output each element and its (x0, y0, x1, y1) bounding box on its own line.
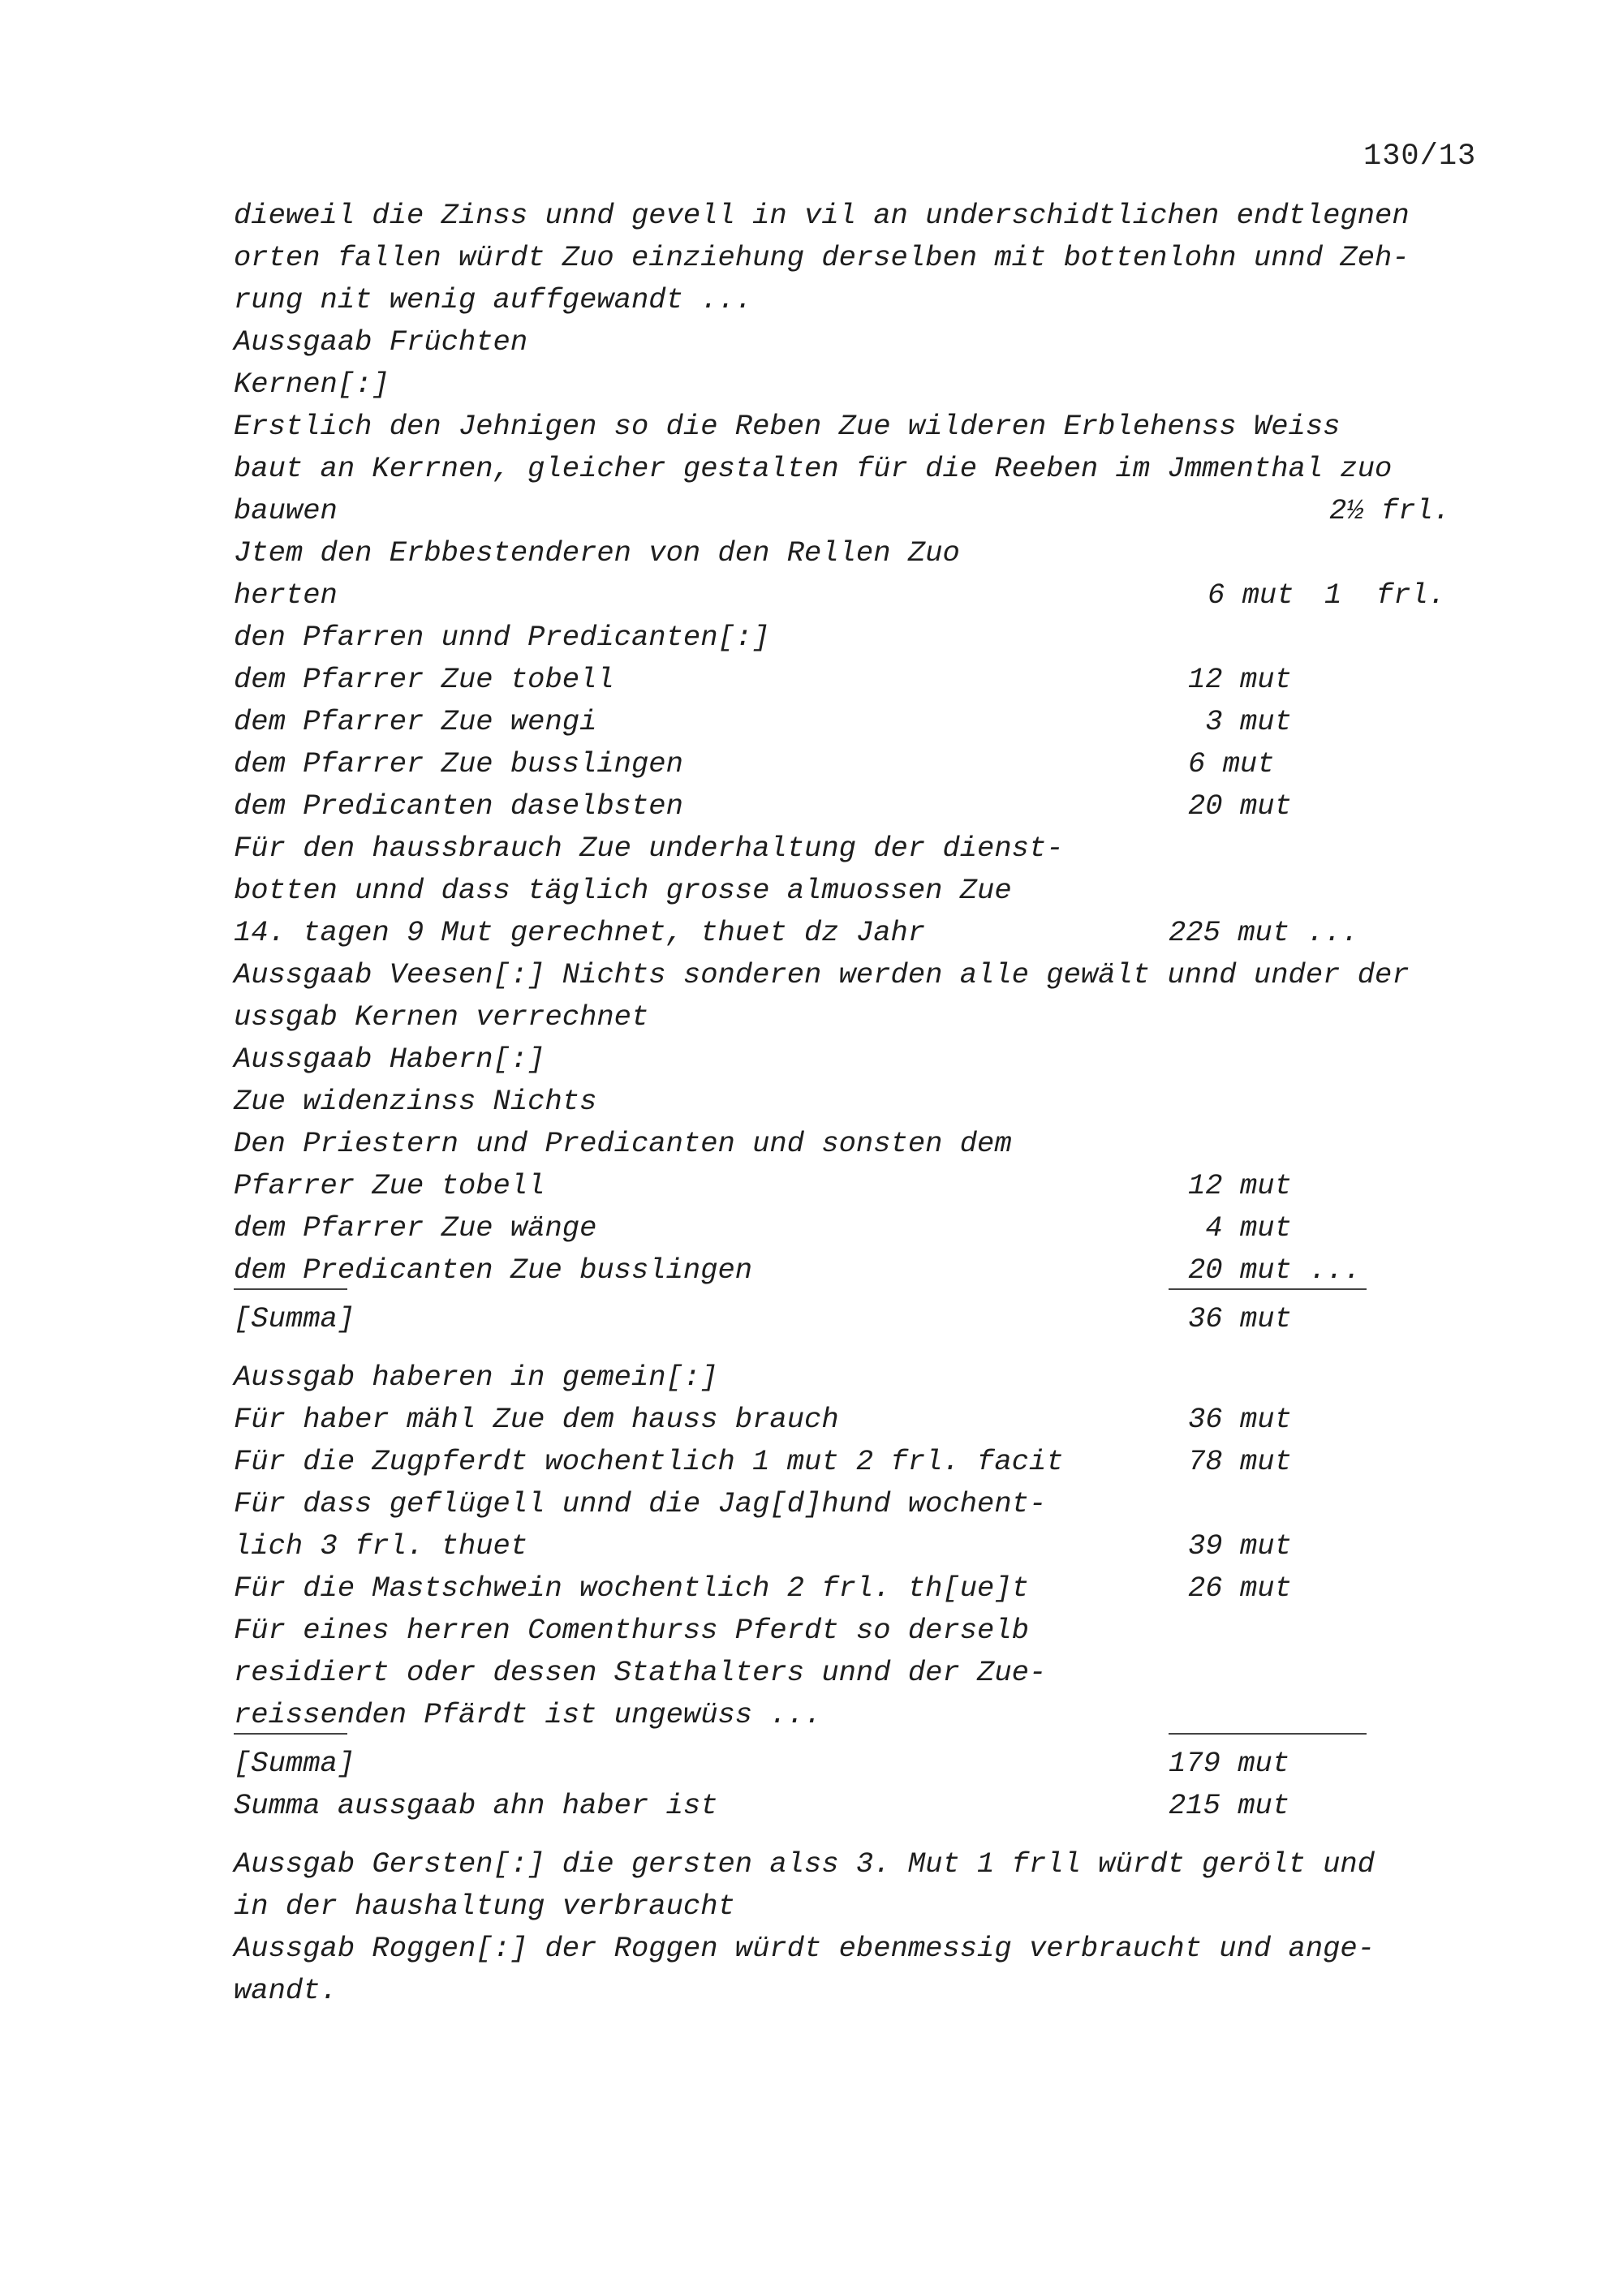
entry-amount: 215 mut (1169, 1789, 1290, 1822)
ledger-entry: herten 6 mut 1 frl. (234, 574, 1500, 617)
section-heading: Aussgab haberen in gemein[:] (234, 1361, 718, 1394)
text-line: Für eines herren Comenthurss Pferdt so derselb (234, 1614, 1029, 1647)
text-line: residiert oder dessen Stathalters unnd der Zue- (234, 1656, 1047, 1689)
ledger-entry: 14. tagen 9 Mut gerechnet, thuet dz Jahr 225 mut ... (234, 912, 1500, 954)
entry-frl-value: 1 frl. (1324, 578, 1446, 612)
ledger-entry: dem Predicanten daselbsten 20 mut (234, 785, 1500, 828)
ledger-entry: dem Pfarrer Zue busslingen 6 mut (234, 743, 1500, 785)
text-line: in der haushaltung verbraucht (234, 1890, 735, 1923)
entry-amount: 179 mut (1169, 1747, 1290, 1780)
ledger-entry: lich 3 frl. thuet 39 mut (234, 1525, 1500, 1567)
ledger-entry: dem Predicanten Zue busslingen 20 mut ... (234, 1249, 1500, 1292)
section-heading: Aussgab Gersten[:] die gersten alss 3. Mut 1 frll würdt gerölt und (234, 1847, 1375, 1881)
ledger-entry: dem Pfarrer Zue wänge 4 mut (234, 1207, 1500, 1249)
text-line: Jtem den Erbbestenderen von den Rellen Zuo (234, 536, 960, 570)
text-line: ussgab Kernen verrechnet (234, 1000, 649, 1034)
text-line: Den Priestern und Predicanten und sonsten dem (234, 1127, 1012, 1160)
text-line: wandt. (234, 1974, 338, 2007)
page-number: 130/13 (1363, 140, 1477, 174)
sum-line: Summa aussgaab ahn haber ist 215 mut (234, 1785, 1500, 1827)
entry-amount: 4 mut (1188, 1211, 1292, 1245)
entry-amount: 36 mut (1188, 1302, 1292, 1335)
summa-rule-left (234, 1733, 347, 1735)
section-heading: den Pfarren unnd Predicanten[:] (234, 621, 770, 654)
ledger-entry: Für die Zugpferdt wochentlich 1 mut 2 frl. facit 78 mut (234, 1441, 1500, 1483)
entry-amount: 36 mut (1188, 1403, 1292, 1436)
entry-amount: 6 mut (1188, 747, 1275, 780)
text-line: baut an Kerrnen, gleicher gestalten für die Reeben im Jmmenthal zuo (234, 452, 1393, 485)
section-heading: Aussgaab Früchten (234, 325, 528, 359)
entry-amount: 20 mut ... (1188, 1253, 1362, 1287)
entry-amount: 20 mut (1188, 789, 1292, 823)
summa-rule-right (1169, 1733, 1367, 1735)
text-line: orten fallen würdt Zuo einziehung derselben mit bottenlohn unnd Zeh- (234, 241, 1410, 274)
ledger-entry: bauwen 2½ frl. (234, 490, 1500, 532)
entry-amount: 6 mut (1208, 578, 1294, 612)
text-line: Für dass geflügell unnd die Jag[d]hund wochent- (234, 1487, 1047, 1520)
section-heading: Aussgab Roggen[:] der Roggen würdt ebenmessig verbraucht und ange- (234, 1932, 1375, 1965)
summa-rule-right (1169, 1288, 1367, 1290)
summa-rule-left (234, 1288, 347, 1290)
text-line: reissenden Pfärdt ist ungewüss ... (234, 1694, 1500, 1736)
text-line: rung nit wenig auffgewandt ... (234, 283, 753, 316)
section-heading: Aussgaab Habern[:] (234, 1043, 545, 1076)
section-heading: Aussgaab Veesen[:] Nichts sonderen werden alle gewält unnd under der (234, 958, 1410, 991)
ledger-entry: Für haber mähl Zue dem hauss brauch 36 mut (234, 1399, 1500, 1441)
entry-amount: 78 mut (1188, 1445, 1292, 1478)
ledger-entry: Für die Mastschwein wochentlich 2 frl. th[ue]t 26 mut (234, 1567, 1500, 1610)
entry-amount: 26 mut (1188, 1572, 1292, 1605)
entry-amount: 12 mut (1188, 1169, 1292, 1202)
text-line: botten unnd dass täglich grosse almuossen Zue (234, 874, 1012, 907)
ledger-entry: dem Pfarrer Zue wengi 3 mut (234, 701, 1500, 743)
text-line: dieweil die Zinss unnd gevell in vil an underschidtlichen endtlegnen (234, 199, 1410, 232)
sum-line: [Summa] 179 mut (234, 1743, 1500, 1785)
document-body (234, 195, 1500, 2012)
text-line: Erstlich den Jehnigen so die Reben Zue wilderen Erblehenss Weiss (234, 410, 1341, 443)
ledger-entry: Pfarrer Zue tobell 12 mut (234, 1165, 1500, 1207)
entry-amount: 12 mut (1188, 663, 1292, 696)
section-heading: Kernen[:] (234, 368, 390, 401)
text-line: Zue widenzinss Nichts (234, 1085, 597, 1118)
entry-amount: 3 mut (1188, 705, 1292, 738)
entry-amount: 39 mut (1188, 1529, 1292, 1563)
sum-line: [Summa] 36 mut (234, 1298, 1500, 1340)
ledger-entry: dem Pfarrer Zue tobell 12 mut (234, 659, 1500, 701)
entry-frl-value: 2½ frl. (1329, 494, 1451, 527)
entry-amount: 225 mut ... (1169, 916, 1359, 949)
text-line: Für den haussbrauch Zue underhaltung der dienst- (234, 832, 1064, 865)
